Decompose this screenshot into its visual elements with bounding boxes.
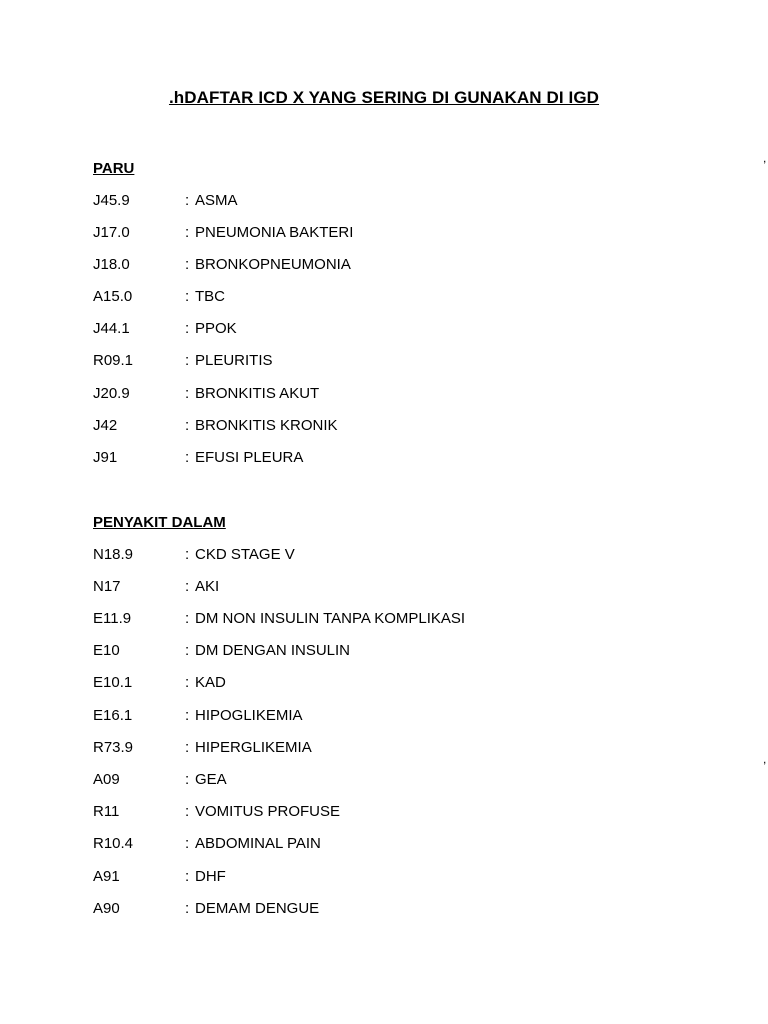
separator: : <box>185 192 190 209</box>
diagnosis-label: DM NON INSULIN TANPA KOMPLIKASI <box>195 610 466 627</box>
page-title: .hDAFTAR ICD X YANG SERING DI GUNAKAN DI IGD <box>168 88 600 107</box>
diagnosis-label: DM DENGAN INSULIN <box>195 642 351 659</box>
diagnosis-label: EFUSI PLEURA <box>195 449 304 466</box>
diagnosis-label: KAD <box>195 674 226 691</box>
separator: : <box>185 739 190 756</box>
icd-code: J44.1 <box>93 320 130 337</box>
icd-code: E10.1 <box>93 674 133 691</box>
icd-code: J91 <box>93 449 118 466</box>
diagnosis-label: CKD STAGE V <box>195 546 295 563</box>
diagnosis-label: BRONKITIS KRONIK <box>195 417 338 434</box>
separator: : <box>185 288 190 305</box>
separator: : <box>185 674 190 691</box>
separator: : <box>185 320 190 337</box>
icd-code: R09.1 <box>93 352 134 369</box>
diagnosis-label: ASMA <box>195 192 238 209</box>
icd-code: J20.9 <box>93 385 130 402</box>
margin-mark: , <box>763 752 767 766</box>
icd-code: A91 <box>93 868 120 885</box>
separator: : <box>185 707 190 724</box>
diagnosis-label: PPOK <box>195 320 237 337</box>
separator: : <box>185 352 190 369</box>
diagnosis-label: ABDOMINAL PAIN <box>195 835 321 852</box>
separator: : <box>185 578 190 595</box>
separator: : <box>185 417 190 434</box>
icd-code: N18.9 <box>93 546 134 563</box>
separator: : <box>185 546 190 563</box>
diagnosis-label: AKI <box>195 578 220 595</box>
diagnosis-label: PNEUMONIA BAKTERI <box>195 224 354 241</box>
diagnosis-label: BRONKOPNEUMONIA <box>195 256 351 273</box>
icd-code: R73.9 <box>93 739 134 756</box>
icd-code: J45.9 <box>93 192 130 209</box>
separator: : <box>185 803 190 820</box>
separator: : <box>185 256 190 273</box>
diagnosis-label: HIPERGLIKEMIA <box>195 739 312 756</box>
diagnosis-label: TBC <box>195 288 225 305</box>
diagnosis-label: DEMAM DENGUE <box>195 900 320 917</box>
diagnosis-label: PLEURITIS <box>195 352 273 369</box>
separator: : <box>185 900 190 917</box>
diagnosis-label: BRONKITIS AKUT <box>195 385 320 402</box>
section-heading-paru: PARU <box>93 160 135 177</box>
diagnosis-label: VOMITUS PROFUSE <box>195 803 341 820</box>
separator: : <box>185 610 190 627</box>
separator: : <box>185 385 190 402</box>
diagnosis-label: HIPOGLIKEMIA <box>195 707 303 724</box>
separator: : <box>185 835 190 852</box>
icd-code: E16.1 <box>93 707 133 724</box>
icd-code: A09 <box>93 771 120 788</box>
separator: : <box>185 868 190 885</box>
icd-code: J18.0 <box>93 256 130 273</box>
separator: : <box>185 224 190 241</box>
separator: : <box>185 771 190 788</box>
icd-code: J42 <box>93 417 118 434</box>
icd-code: J17.0 <box>93 224 130 241</box>
icd-code: E11.9 <box>93 610 132 627</box>
icd-code: A90 <box>93 900 120 917</box>
section-heading-penyakit-dalam: PENYAKIT DALAM <box>93 514 226 531</box>
diagnosis-label: DHF <box>195 868 226 885</box>
icd-code: R11 <box>93 803 120 820</box>
margin-mark: , <box>763 151 767 165</box>
icd-code: A15.0 <box>93 288 133 305</box>
separator: : <box>185 449 190 466</box>
diagnosis-label: GEA <box>195 771 227 788</box>
icd-code: R10.4 <box>93 835 134 852</box>
icd-code: N17 <box>93 578 121 595</box>
separator: : <box>185 642 190 659</box>
icd-code: E10 <box>93 642 120 659</box>
